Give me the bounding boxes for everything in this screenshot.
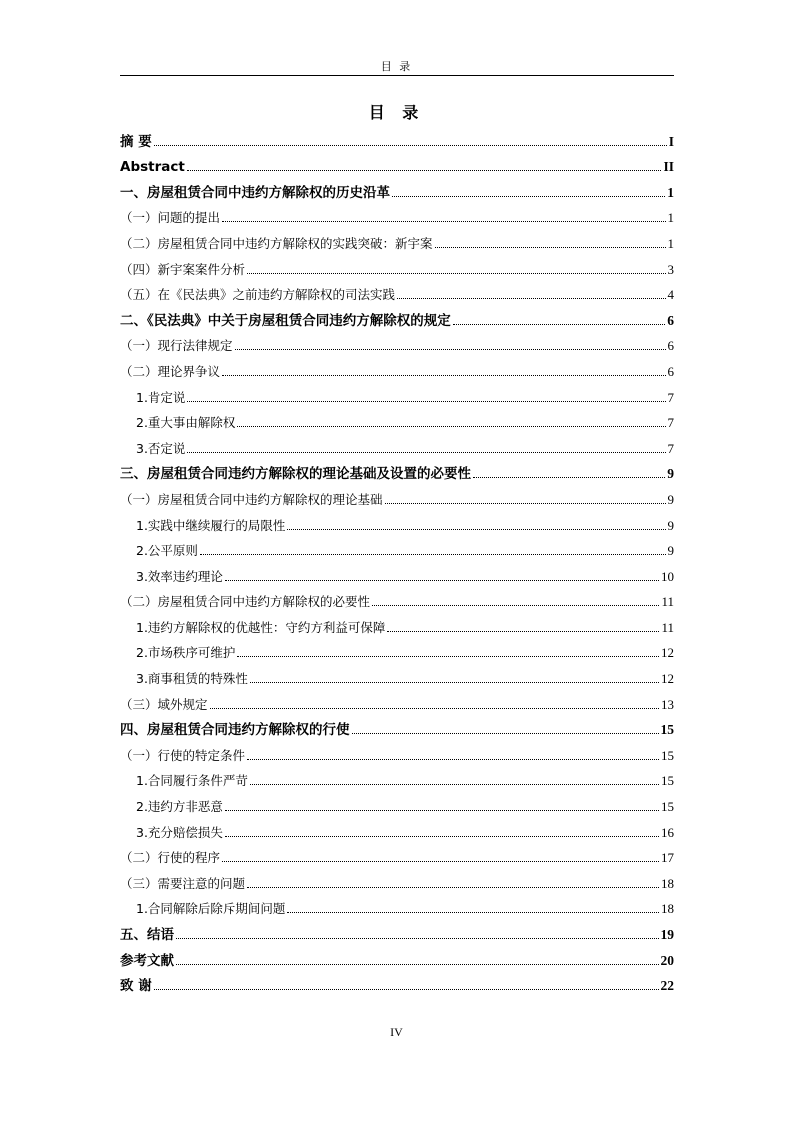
toc-entry-label: （五）在《民法典》之前违约方解除权的司法实践 <box>120 287 396 303</box>
toc-entry-label: 2.公平原则 <box>136 543 198 559</box>
toc-entry-label: 3.商事租赁的特殊性 <box>136 671 248 687</box>
dot-leader <box>287 912 659 913</box>
toc-entry-page: I <box>668 133 674 149</box>
toc-entry[interactable] <box>120 175 674 201</box>
toc-entry-page: 6 <box>667 312 674 328</box>
toc-entry[interactable] <box>120 534 674 560</box>
toc-entry[interactable] <box>120 892 674 918</box>
toc-entry-label: 1.实践中继续履行的局限性 <box>136 517 286 533</box>
dot-leader <box>287 529 665 530</box>
toc-entry[interactable] <box>120 559 674 585</box>
toc-entry[interactable] <box>120 713 674 739</box>
dot-leader <box>435 247 666 248</box>
toc-entry[interactable] <box>120 303 674 329</box>
page-number: IV <box>390 1025 403 1039</box>
toc-entry-label: 一、房屋租赁合同中违约方解除权的历史沿革 <box>120 184 390 201</box>
toc-entry-label: 2.市场秩序可维护 <box>136 645 236 661</box>
toc-entry-label: Abstract <box>120 159 185 176</box>
toc-entry-label: 1.违约方解除权的优越性：守约方利益可保障 <box>136 619 386 635</box>
toc-entry-label: 2.重大事由解除权 <box>136 415 236 431</box>
toc-entry[interactable] <box>120 329 674 355</box>
table-of-contents <box>120 124 674 994</box>
toc-entry-label: 2.违约方非恶意 <box>136 799 223 815</box>
dot-leader <box>154 989 659 990</box>
toc-entry-label: 二、《民法典》中关于房屋租赁合同违约方解除权的规定 <box>120 312 451 329</box>
running-header: 目 录 <box>380 60 413 73</box>
toc-entry[interactable] <box>120 201 674 227</box>
toc-entry[interactable] <box>120 738 674 764</box>
toc-entry[interactable] <box>120 969 674 995</box>
toc-entry[interactable] <box>120 124 674 150</box>
toc-entry[interactable] <box>120 815 674 841</box>
dot-leader <box>187 401 665 402</box>
toc-entry-label: 四、房屋租赁合同违约方解除权的行使 <box>120 722 350 739</box>
toc-entry-page: 7 <box>667 415 674 431</box>
toc-entry-label: 致 谢 <box>120 978 152 995</box>
dot-leader <box>372 605 659 606</box>
toc-entry-label: （一）问题的提出 <box>120 210 221 226</box>
toc-entry[interactable] <box>120 866 674 892</box>
toc-entry-page: 6 <box>667 363 674 379</box>
toc-entry-page: 10 <box>661 568 674 584</box>
toc-entry[interactable] <box>120 431 674 457</box>
dot-leader <box>247 887 659 888</box>
toc-entry-page: 3 <box>667 261 674 277</box>
dot-leader <box>247 273 665 274</box>
toc-entry-page: 1 <box>667 210 674 226</box>
dot-leader <box>222 221 665 222</box>
toc-entry[interactable] <box>120 789 674 815</box>
toc-entry[interactable] <box>120 636 674 662</box>
toc-title: 目 录 <box>368 103 425 122</box>
toc-entry-page: 7 <box>667 389 674 405</box>
dot-leader <box>225 810 659 811</box>
toc-entry-label: 摘 要 <box>120 133 152 150</box>
dot-leader <box>397 298 665 299</box>
toc-entry[interactable] <box>120 380 674 406</box>
toc-entry-page: 22 <box>660 978 674 994</box>
header-divider <box>120 75 674 76</box>
toc-entry-page: 1 <box>667 184 674 200</box>
toc-entry-page: 17 <box>661 850 674 866</box>
toc-entry-page: 19 <box>660 927 674 942</box>
dot-leader <box>250 682 659 683</box>
toc-entry[interactable] <box>120 354 674 380</box>
dot-leader <box>352 733 659 734</box>
toc-entry-page: 4 <box>667 287 674 303</box>
dot-leader <box>200 554 666 555</box>
toc-entry-page: 7 <box>667 440 674 456</box>
toc-entry-page: 18 <box>661 901 674 917</box>
toc-entry[interactable] <box>120 841 674 867</box>
dot-leader <box>187 170 662 171</box>
dot-leader <box>237 426 665 427</box>
toc-entry[interactable] <box>120 610 674 636</box>
toc-entry-label: （一）行使的特定条件 <box>120 747 246 763</box>
dot-leader <box>235 349 666 350</box>
toc-entry[interactable] <box>120 406 674 432</box>
toc-entry-page: 11 <box>661 594 674 610</box>
toc-entry-page: 13 <box>661 696 674 712</box>
toc-entry-label: （二）房屋租赁合同中违约方解除权的必要性 <box>120 594 371 610</box>
toc-entry[interactable] <box>120 943 674 969</box>
toc-entry[interactable] <box>120 150 674 176</box>
toc-entry[interactable] <box>120 661 674 687</box>
toc-entry-label: （三）需要注意的问题 <box>120 875 246 891</box>
toc-entry[interactable] <box>120 226 674 252</box>
toc-entry-label: 3.否定说 <box>136 440 186 456</box>
toc-entry-page: 16 <box>661 824 674 840</box>
toc-entry-page: 12 <box>661 645 674 661</box>
toc-entry-page: 11 <box>661 619 674 635</box>
dot-leader <box>385 503 666 504</box>
toc-entry[interactable] <box>120 687 674 713</box>
dot-leader <box>222 375 665 376</box>
toc-entry-label: （二）房屋租赁合同中违约方解除权的实践突破：新宇案 <box>120 235 433 251</box>
toc-entry[interactable] <box>120 508 674 534</box>
toc-entry[interactable] <box>120 252 674 278</box>
toc-entry-label: 3.充分赔偿损失 <box>136 824 223 840</box>
toc-entry-page: 9 <box>667 466 674 482</box>
dot-leader <box>154 145 667 146</box>
toc-entry-page: 12 <box>661 671 674 687</box>
toc-entry-label: （三）域外规定 <box>120 696 208 712</box>
toc-entry-label: （一）现行法律规定 <box>120 338 233 354</box>
dot-leader <box>453 324 666 325</box>
toc-entry-page: 15 <box>661 799 674 815</box>
dot-leader <box>473 477 665 478</box>
dot-leader <box>392 196 665 197</box>
toc-entry[interactable] <box>120 278 674 304</box>
toc-entry-page: 18 <box>661 875 674 891</box>
toc-entry-label: 五、结语 <box>120 927 174 943</box>
toc-entry-label: 1.合同解除后除斥期间问题 <box>136 901 286 917</box>
toc-entry-page: 15 <box>661 747 674 763</box>
dot-leader <box>187 452 665 453</box>
dot-leader <box>210 708 659 709</box>
toc-entry-page: II <box>663 159 674 175</box>
toc-entry-label: （二）行使的程序 <box>120 850 221 866</box>
dot-leader <box>225 836 659 837</box>
toc-entry-label: （二）理论界争议 <box>120 363 221 379</box>
dot-leader <box>237 656 659 657</box>
dot-leader <box>176 964 659 965</box>
toc-entry[interactable] <box>120 585 674 611</box>
toc-entry-label: 参考文献 <box>120 952 174 969</box>
toc-entry-label: 1.合同履行条件严苛 <box>136 773 248 789</box>
toc-entry-label: 1.肯定说 <box>136 389 186 405</box>
toc-entry-page: 15 <box>660 722 674 738</box>
toc-entry-page: 9 <box>667 491 674 507</box>
toc-entry-label: （一）房屋租赁合同中违约方解除权的理论基础 <box>120 491 383 507</box>
toc-entry-page: 9 <box>667 517 674 533</box>
dot-leader <box>387 631 659 632</box>
dot-leader <box>225 580 659 581</box>
toc-entry-page: 1 <box>667 235 674 251</box>
dot-leader <box>222 861 659 862</box>
toc-entry[interactable] <box>120 457 674 483</box>
toc-entry-page: 9 <box>667 543 674 559</box>
toc-entry-page: 6 <box>667 338 674 354</box>
toc-entry[interactable] <box>120 482 674 508</box>
toc-entry-label: 3.效率违约理论 <box>136 568 223 584</box>
toc-entry-label: 三、房屋租赁合同违约方解除权的理论基础及设置的必要性 <box>120 466 471 483</box>
toc-entry-page: 20 <box>660 952 674 968</box>
toc-entry-page: 15 <box>661 773 674 789</box>
dot-leader <box>176 938 659 939</box>
toc-entry-label: （四）新宇案案件分析 <box>120 261 246 277</box>
toc-entry[interactable] <box>120 764 674 790</box>
dot-leader <box>250 784 659 785</box>
dot-leader <box>247 759 659 760</box>
toc-entry[interactable] <box>120 917 674 943</box>
